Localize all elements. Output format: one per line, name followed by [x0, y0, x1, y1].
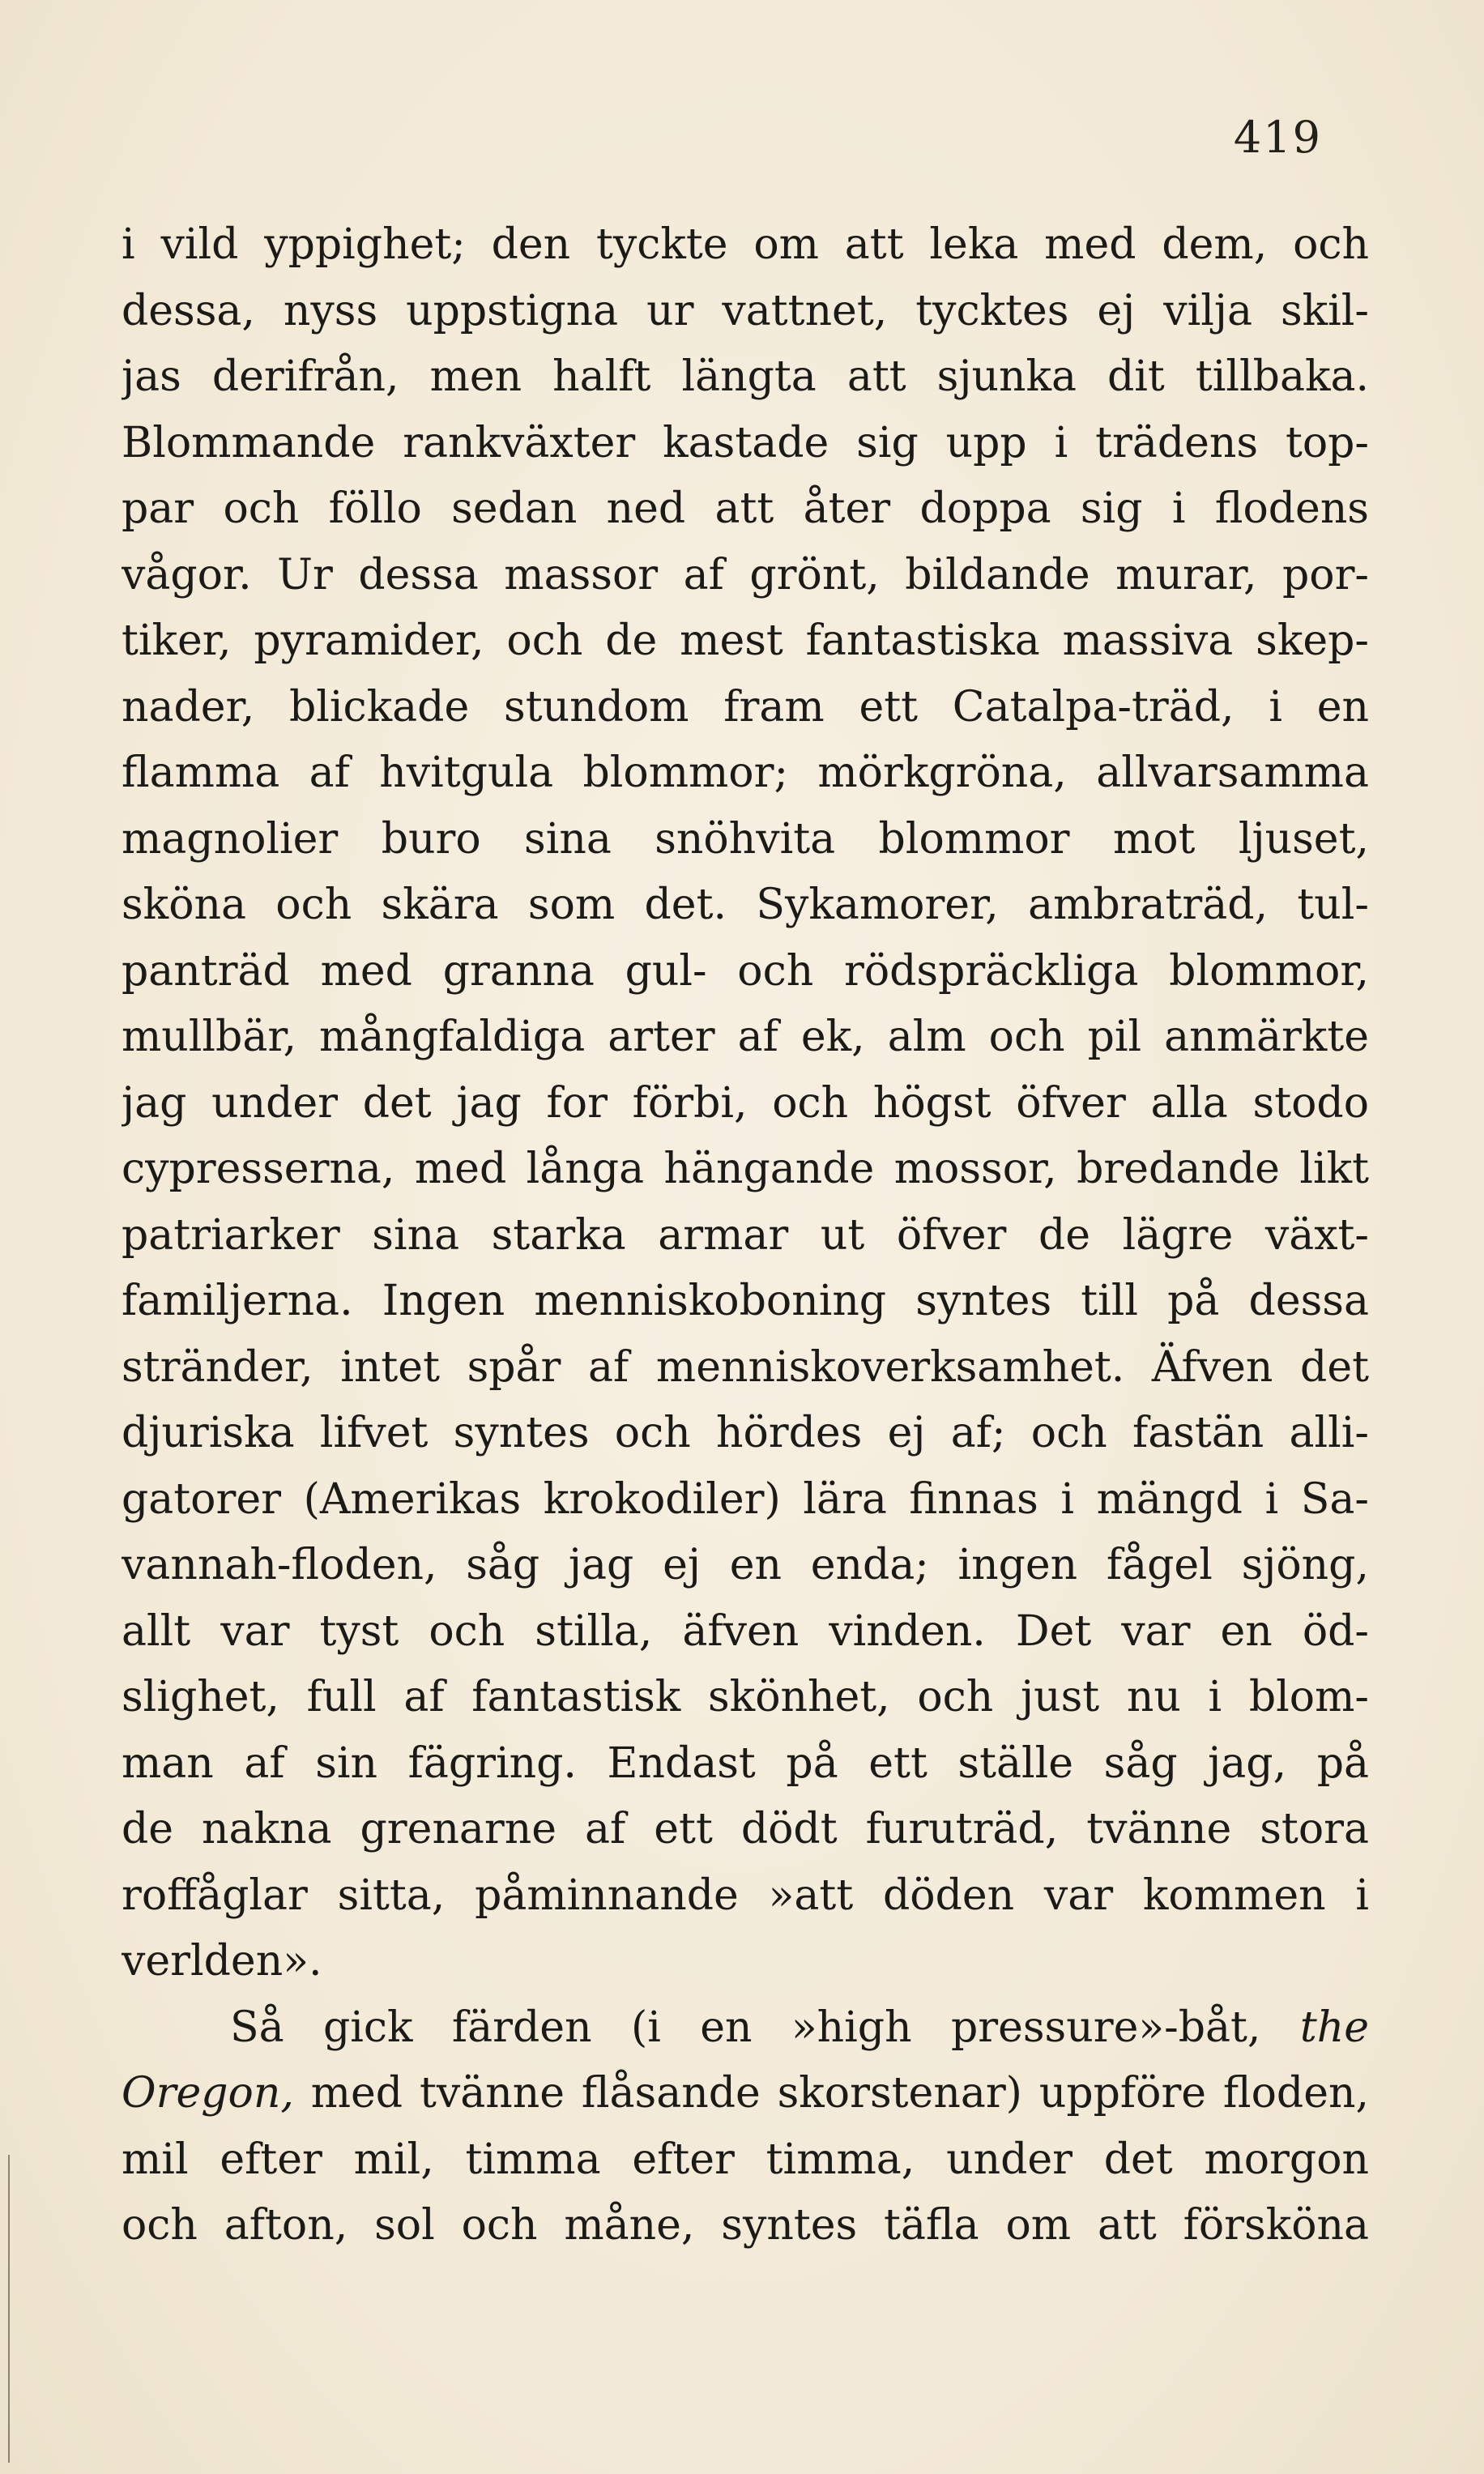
body-text: [122, 212, 1369, 2259]
text-line: sköna och skära som det. Sykamorer, ambraträd, tul-: [122, 881, 1369, 929]
text-line: flamma af hvitgula blommor; mörkgröna, allvarsamma: [122, 749, 1369, 797]
text-line: slighet, full af fantastisk skönhet, och just nu i blom-: [122, 1673, 1369, 1721]
page-number: 419: [1233, 112, 1322, 163]
text-line: djuriska lifvet syntes och hördes ej af; och fastän alli-: [122, 1409, 1369, 1457]
text-line: tiker, pyramider, och de mest fantastiska massiva skep-: [122, 616, 1369, 665]
text-line: vågor. Ur dessa massor af grönt, bildande murar, por-: [122, 550, 1369, 599]
page-edge-mark: [8, 2155, 10, 2463]
text-line: cypresserna, med långa hängande mossor, bredande likt: [122, 1145, 1369, 1193]
text-line: gatorer (Amerikas krokodiler) lära finnas i mängd i Sa-: [122, 1474, 1369, 1524]
text-line: nader, blickade stundom fram ett Catalpa-träd, i en: [122, 682, 1369, 732]
text-line: i vild yppighet; den tyckte om att leka med dem, och: [122, 220, 1369, 269]
text-line: [122, 1995, 1369, 2062]
text-line: familjerna. Ingen menniskoboning syntes till på dessa: [122, 1277, 1369, 1325]
text-line: panträd med granna gul- och rödspräckliga blommor,: [122, 946, 1369, 996]
text-line: patriarker sina starka armar ut öfver de lägre växt-: [122, 1210, 1369, 1260]
text-line: man af sin fägring. Endast på ett ställe såg jag, på: [122, 1738, 1369, 1788]
italic-text: the: [1299, 2003, 1369, 2052]
text-line: roffåglar sitta, påminnande »att döden var kommen i: [122, 1870, 1369, 1920]
text-line: par och föllo sedan ned att åter doppa sig i flodens: [122, 484, 1369, 533]
text-line: jag under det jag for förbi, och högst öfver alla stodo: [122, 1078, 1369, 1128]
text-span: Så gick färden (i en »high pressure»-båt,: [230, 2003, 1261, 2052]
text-line: dessa, nyss uppstigna ur vattnet, tycktes ej vilja skil-: [122, 286, 1369, 335]
text-line: och afton, sol och måne, syntes täfla om att försköna: [122, 2201, 1369, 2250]
italic-text: Oregon,: [122, 2069, 294, 2118]
text-span: med tvänne flåsande skorstenar) uppföre floden,: [293, 2069, 1369, 2118]
text-line: mullbär, mångfaldiga arter af ek, alm och pil anmärkte: [122, 1013, 1369, 1061]
text-line: Blommande rankväxter kastade sig upp i trädens top-: [122, 418, 1369, 467]
text-line: stränder, intet spår af menniskoverksamhet. Äfven det: [122, 1342, 1369, 1392]
text-line: de nakna grenarne af ett dödt furuträd, tvänne stora: [122, 1805, 1369, 1853]
text-line: verlden».: [122, 1937, 322, 1986]
text-line: allt var tyst och stilla, äfven vinden. Det var en öd-: [122, 1606, 1369, 1656]
text-line: [122, 2061, 1369, 2127]
text-line: magnolier buro sina snöhvita blommor mot ljuset,: [122, 814, 1369, 864]
text-line: mil efter mil, timma efter timma, under det morgon: [122, 2135, 1369, 2184]
text-line: jas derifrån, men halft längta att sjunka dit tillbaka.: [122, 352, 1369, 401]
text-line: vannah-floden, såg jag ej en enda; ingen fågel sjöng,: [122, 1541, 1369, 1589]
